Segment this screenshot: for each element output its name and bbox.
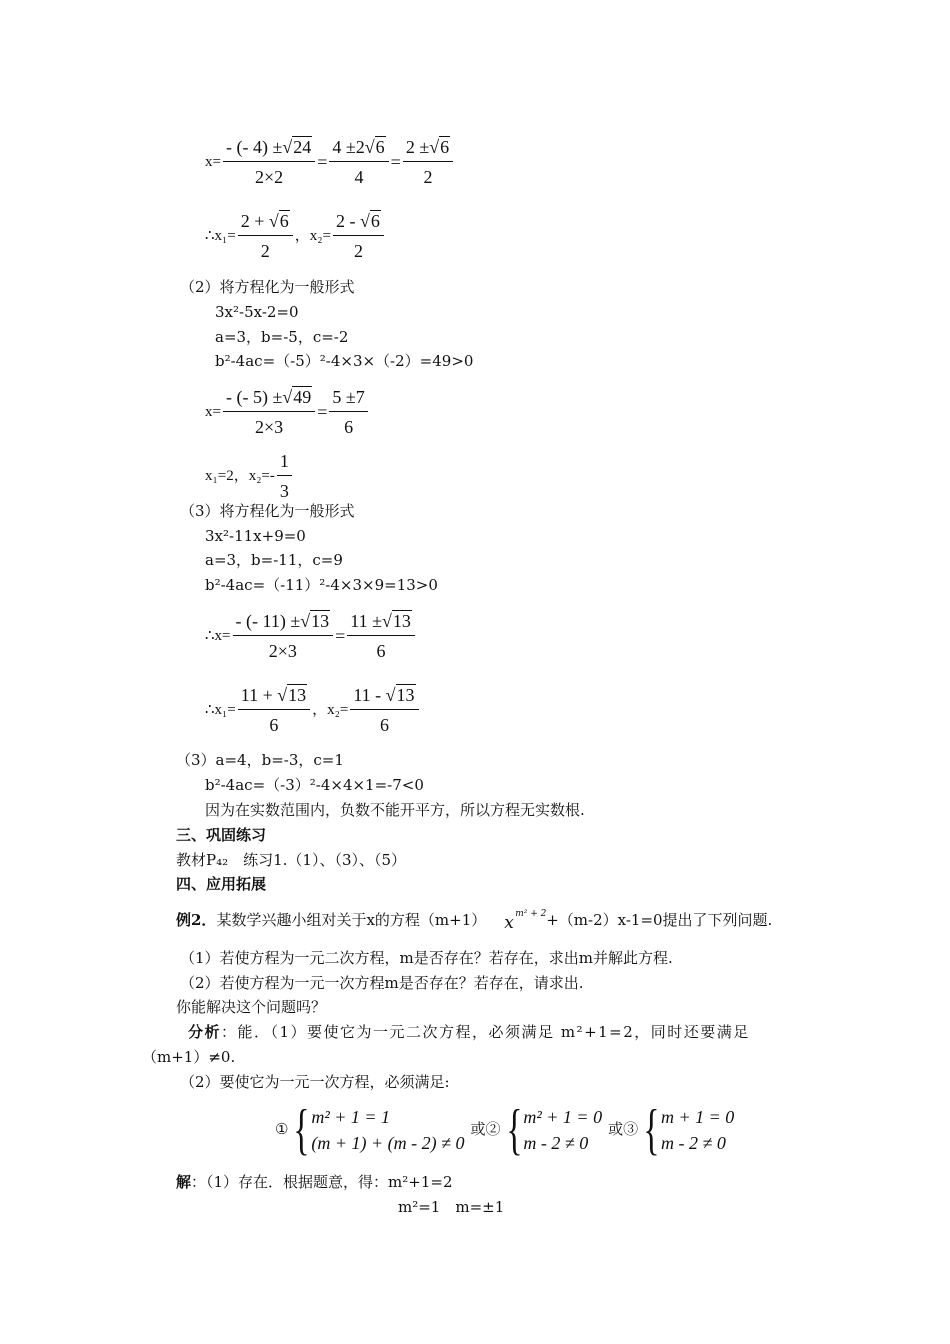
case-1: { m² + 1 = 1 (m + 1) + (m - 2) ≠ 0 [293, 1099, 465, 1161]
question-2: （2）若使方程为一元一次方程m是否存在？若存在，请求出. [180, 974, 584, 992]
analysis-continued: （m+1）≠0. [142, 1048, 236, 1066]
part2-coefficients: a=3，b=-5，c=-2 [215, 328, 349, 346]
part3-roots: ∴x₁= $\frac{11 + √13}{6}$ ， x₂= $\frac{11 - √13}{6}$ [205, 684, 421, 736]
section4-title: 四、应用拓展 [176, 875, 267, 893]
question-1: （1）若使方程为一元二次方程，m是否存在？若存在，求出m并解此方程. [180, 949, 673, 967]
part2-roots: x₁=2，x₂=- $\frac{1}{3}$ [205, 450, 294, 502]
solution-line-2: m²=1 m=±1 [398, 1198, 505, 1216]
part3-coefficients: a=3，b=-11，c=9 [205, 551, 343, 569]
part2-x-expr: x= $\frac{- (- 5) \pm√49}{2\times 3}$ = $\frac{5 \pm 7}{6}$ [205, 386, 370, 438]
question-3: 你能解决这个问题吗？ [176, 998, 327, 1016]
solution: 解：（1）存在．根据题意，得：m²+1=2 [176, 1173, 453, 1191]
part4-heading: （3）a=4，b=-3，c=1 [176, 751, 344, 769]
power-expression: x m² + 2 [504, 909, 547, 933]
part3-equation: 3x²-11x+9=0 [205, 527, 306, 545]
case-2: { m² + 1 = 0 m - 2 ≠ 0 [505, 1099, 603, 1161]
example-2: 例2． 某数学兴趣小组对关于x的方程（m+1） x m² + 2 +（m-2）x-1=0提出了下列问题. [176, 900, 772, 930]
part2-equation: 3x²-5x-2=0 [215, 303, 299, 321]
part2-discriminant: b²-4ac=（-5）²-4×3×（-2）=49>0 [215, 352, 474, 370]
part3-heading: （3）将方程化为一般形式 [180, 502, 355, 520]
part3-discriminant: b²-4ac=（-11）²-4×3×9=13>0 [205, 576, 438, 594]
part2-heading: （2）将方程化为一般形式 [180, 278, 355, 296]
analysis-2: （2）要使它为一元一次方程，必须满足: [180, 1073, 450, 1091]
part1-roots: ∴x₁= $\frac{2 + √6}{2}$ ， x₂= $\frac{2 - √6}{2}$ [205, 210, 386, 262]
part4-discriminant: b²-4ac=（-3）²-4×4×1=-7<0 [205, 776, 424, 794]
analysis: 分析：能．（1）要使它为一元二次方程，必须满足 m²+1=2，同时还要满足 [188, 1023, 750, 1041]
section3-title: 三、巩固练习 [176, 826, 267, 844]
fraction: $\frac{2 \pm√6}{2}$ [403, 136, 453, 188]
fraction: $\frac{- (- 4) \pm√24}{2\times 2}$ [223, 136, 315, 188]
case-systems: ① { m² + 1 = 1 (m + 1) + (m - 2) ≠ 0 或② { m² + 1 = 0 m - 2 ≠ 0 或③ { m + 1 = 0 m - 2 ≠ 0 [275, 1099, 735, 1161]
fraction: $\frac{4 \pm 2√6}{4}$ [329, 136, 388, 188]
part3-x-expr: ∴x= $\frac{- (- 11) \pm√13}{2\times 3}$ = $\frac{11 \pm√13}{6}$ [205, 610, 417, 662]
section3-text: 教材P₄₂ 练习1.（1）、（3）、（5） [176, 851, 407, 869]
case-3: { m + 1 = 0 m - 2 ≠ 0 [643, 1099, 735, 1161]
part4-conclusion: 因为在实数范围内，负数不能开平方，所以方程无实数根. [205, 801, 585, 819]
part1-x-expr: x= $\frac{- (- 4) \pm√24}{2\times 2}$ = $\frac{4 \pm 2√6}{4}$ = $\frac{2 \pm√6}{2}$ [205, 136, 455, 188]
